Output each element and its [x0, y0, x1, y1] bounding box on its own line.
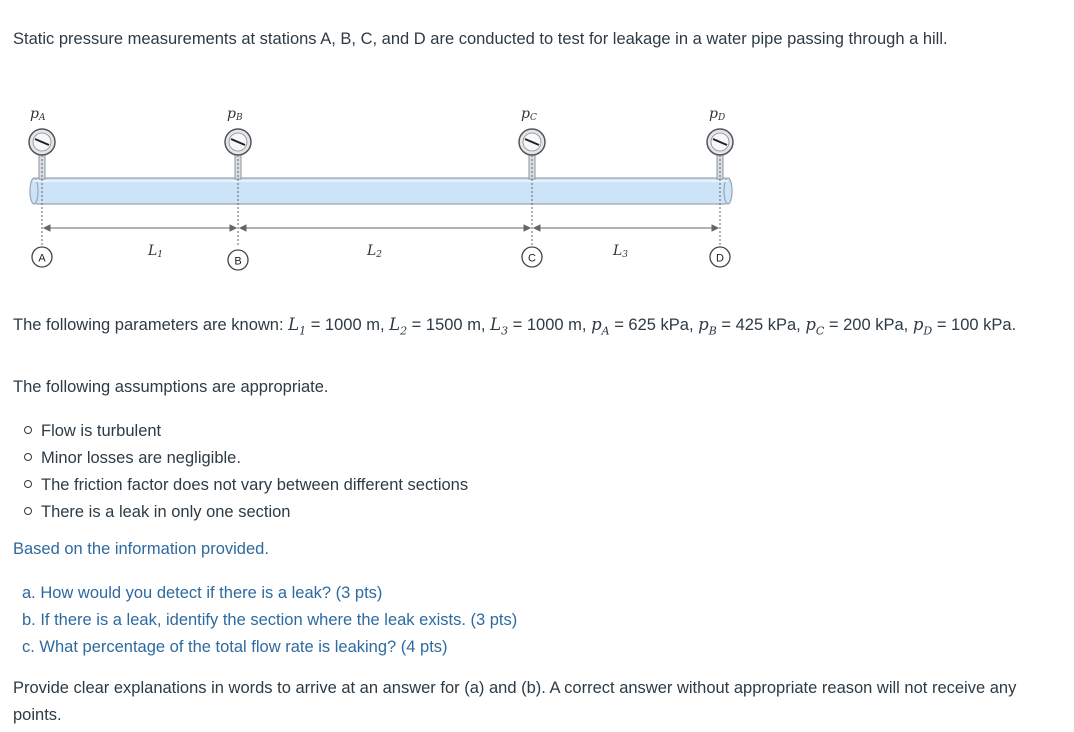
- list-item: Flow is turbulent: [24, 418, 468, 445]
- svg-text:A: A: [38, 252, 46, 265]
- known-parameters: The following parameters are known: $L_1 = 1000$ m, $L_2 = 1500$ m, $L_3 = 1000$ m, $p_A = 625$ kPa, $p_B = 425$ kPa, $p_C = 200$ kPa, $p_D = 100$ kPa.: [13, 315, 1017, 338]
- station-d: [710, 247, 730, 267]
- list-item: There is a leak in only one section: [24, 499, 468, 526]
- gauge-label-b: pB: [227, 106, 243, 123]
- list-item: Minor losses are negligible.: [24, 445, 468, 472]
- gauge-label-d: pD: [709, 106, 726, 123]
- intro-text: Static pressure measurements at stations A, B, C, and D are conducted to test for leakage in a water pipe passing through a hill.: [13, 30, 948, 48]
- length-label-3: L3: [613, 243, 629, 260]
- svg-text:B: B: [234, 255, 242, 268]
- based-on-info: Based on the information provided.: [13, 540, 269, 558]
- station-a: [32, 247, 52, 267]
- gauge-label-a: pA: [30, 106, 46, 123]
- question-a: a. How would you detect if there is a leak? (3 pts): [22, 584, 383, 602]
- question-b: b. If there is a leak, identify the section where the leak exists. (3 pts): [22, 611, 518, 629]
- assumptions-list: [24, 418, 468, 526]
- length-label-2: L2: [367, 243, 383, 260]
- pipe-diagram: [20, 95, 740, 275]
- list-item: The friction factor does not vary between different sections: [24, 472, 468, 499]
- svg-text:C: C: [528, 252, 536, 265]
- final-instructions: Provide clear explanations in words to arrive at an answer for (a) and (b). A correct answer without appropriate reason will not receive any points.: [13, 679, 1017, 724]
- station-c: [522, 247, 542, 267]
- svg-text:D: D: [716, 252, 724, 265]
- length-label-1: L1: [148, 243, 164, 260]
- questions: [22, 580, 517, 661]
- station-b: [228, 250, 248, 270]
- question-c: c. What percentage of the total flow rate is leaking? (4 pts): [22, 638, 448, 656]
- assumptions-heading: The following assumptions are appropriate.: [13, 378, 329, 396]
- gauge-label-c: pC: [521, 106, 537, 123]
